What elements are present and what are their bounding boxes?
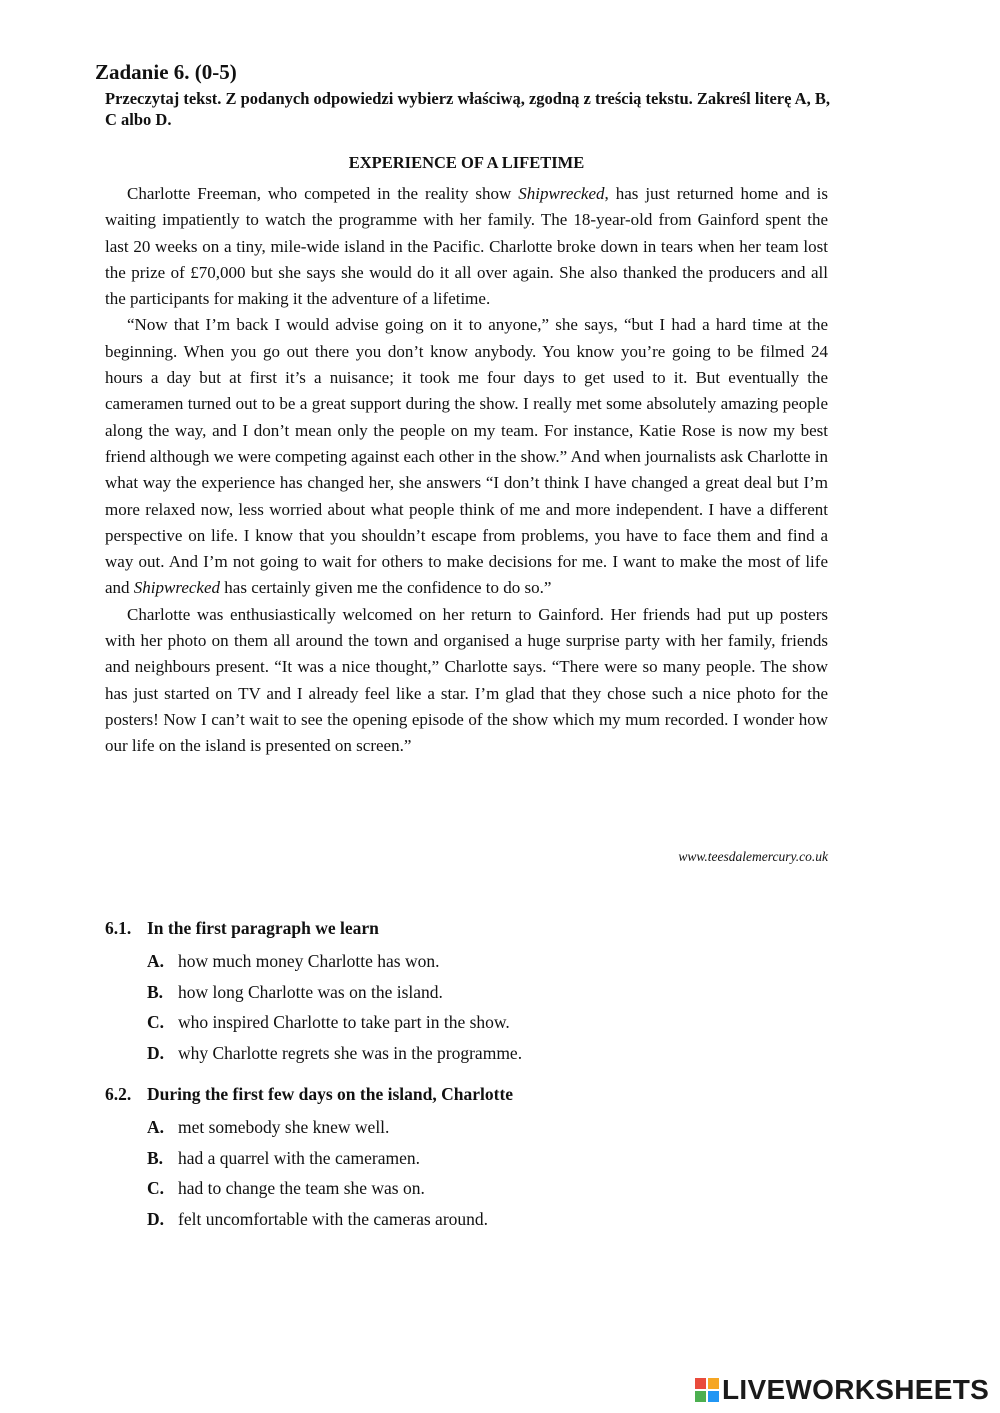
option-text: who inspired Charlotte to take part in the show. (178, 1012, 510, 1032)
option-text: had to change the team she was on. (178, 1178, 425, 1198)
answer-option-d[interactable] (105, 1038, 845, 1069)
paragraph-text: has certainly given me the confidence to do so.” (220, 578, 552, 598)
answer-option-b[interactable] (105, 977, 845, 1008)
option-text: how much money Charlotte has won. (178, 951, 440, 971)
option-text: had a quarrel with the cameramen. (178, 1147, 420, 1168)
show-title: Shipwrecked (133, 578, 221, 598)
answer-option-c[interactable] (105, 1007, 845, 1038)
option-text: met somebody she knew well. (178, 1117, 390, 1137)
option-letter: B. (147, 1147, 164, 1168)
show-title: Shipwrecked (518, 184, 605, 203)
logo-square (695, 1391, 706, 1402)
question-number: 6.1. (105, 918, 132, 938)
task-title: Zadanie 6. (0-5) (95, 60, 237, 84)
option-text: how long Charlotte was on the island. (178, 981, 443, 1002)
answer-option-a[interactable] (105, 1112, 845, 1143)
article-title: EXPERIENCE OF A LIFETIME (348, 153, 585, 172)
answer-option-b[interactable] (105, 1143, 845, 1174)
article-paragraph-1 (105, 181, 828, 312)
answer-option-d[interactable] (105, 1204, 845, 1235)
option-letter: C. (147, 1012, 165, 1032)
article-body (105, 181, 828, 760)
option-letter: D. (147, 1042, 165, 1063)
answer-option-a[interactable] (105, 946, 845, 977)
option-letter: D. (147, 1208, 165, 1229)
option-text: felt uncomfortable with the cameras around. (178, 1208, 489, 1229)
watermark-text: LIVEWORKSHEETS (722, 1374, 990, 1405)
option-letter: A. (147, 1117, 165, 1137)
paragraph-text: Charlotte Freeman, who competed in the reality show (127, 184, 519, 203)
logo-square (708, 1378, 719, 1389)
option-letter: B. (147, 981, 164, 1002)
question-text: During the first few days on the island, Charlotte (147, 1084, 514, 1104)
paragraph-text: “Now that I’m back I would advise going on it to anyone,” she says, “but I had a hard time at the beginning. When you go out there you don’t know anybody. You know you’re going to be filmed 24 hours a day but at first it’s a nuisance; it took me four days to get used to it. But eventually the cameramen turned out to be a great support during the show. I really met some absolutely amazing people along the way, and I don’t mean only the people on my team. For instance, Katie Rose is now my best friend although we were competing against each other in the show.” And when journalists ask Charlotte in what way the experience has changed her, she answers “I don’t think I have changed a great deal but I’m more relaxed now, less worried about what people think of me and more independent. I have a different perspective on life. I know that you shouldn’t escape from problems, you have to face them and find a way out. And I’m not going to wait for others to make decisions for me. I want to make the most of life and (105, 315, 828, 598)
article-paragraph-3: Charlotte was enthusiastically welcomed on her return to Gainford. Her friends had put up posters with her photo on them all around the town and organised a huge surprise party with her family, friends and neighbours present. “It was a nice thought,” Charlotte says. “There were so many people. The show has just started on TV and I already feel like a star. I’m glad that they chose such a nice photo for the posters! Now I can’t wait to see the opening episode of the show which my mum recorded. I wonder how our life on the island is presented on screen.” (105, 604, 828, 756)
liveworksheets-watermark (695, 1374, 989, 1406)
answer-option-c[interactable] (105, 1173, 845, 1204)
paragraph-text: , has just returned home and is waiting impatiently to watch the programme with her family. The 18-year-old from Gainford spent the last 20 weeks on a tiny, mile-wide island in the Pacific. Charlotte broke down in tears when her team lost the prize of £70,000 but she says she would do it all over again. She also thanked the producers and all the participants for making it the adventure of a lifetime. (105, 184, 828, 309)
question-prompt (105, 916, 845, 940)
liveworksheets-logo-icon (695, 1378, 719, 1402)
question-number: 6.2. (105, 1084, 132, 1104)
option-letter: A. (147, 951, 165, 971)
logo-square (695, 1378, 706, 1389)
article-paragraph-2 (105, 312, 828, 601)
task-instruction: Przeczytaj tekst. Z podanych odpowiedzi wybierz właściwą, zgodną z treścią tekstu. Zakreśl literę A, B, C albo D. (105, 89, 830, 129)
question-text: In the first paragraph we learn (147, 918, 379, 938)
logo-square (708, 1391, 719, 1402)
option-letter: C. (147, 1178, 165, 1198)
question-6-1 (105, 916, 845, 1068)
question-6-2 (105, 1082, 845, 1234)
option-text: why Charlotte regrets she was in the programme. (178, 1042, 523, 1063)
question-prompt (105, 1082, 845, 1106)
article-source: www.teesdalemercury.co.uk (678, 849, 828, 864)
